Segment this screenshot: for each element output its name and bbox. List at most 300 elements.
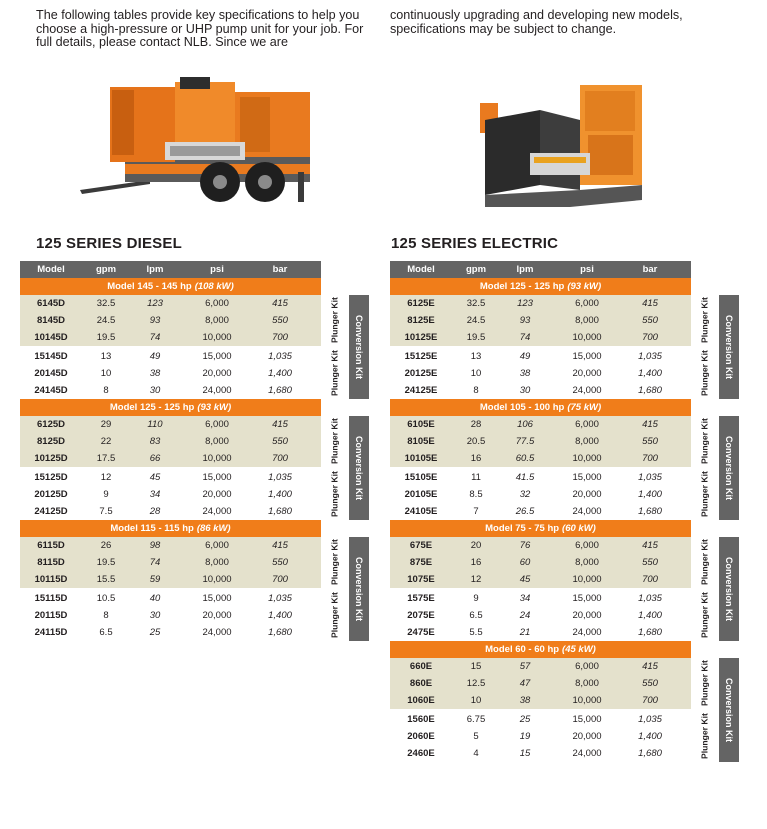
cell-lpm: 30 — [149, 610, 161, 621]
table-row — [390, 745, 691, 762]
table-row — [390, 571, 691, 588]
cell-gpm: 17.5 — [96, 453, 116, 464]
cell-model: 6145D — [37, 298, 65, 309]
table-row — [390, 624, 691, 641]
table-row — [20, 348, 321, 365]
cell-bar: 415 — [642, 298, 658, 309]
cell-bar: 1,035 — [638, 351, 662, 362]
cell-psi: 20,000 — [572, 368, 602, 379]
cell-lpm: 49 — [149, 351, 161, 362]
table-row — [20, 503, 321, 520]
cell-lpm: 41.5 — [515, 472, 535, 483]
cell-psi: 24,000 — [202, 506, 232, 517]
table-row — [20, 571, 321, 588]
cell-model: 660E — [409, 661, 433, 672]
cell-lpm: 19 — [519, 731, 531, 742]
cell-psi: 10,000 — [572, 453, 602, 464]
cell-model: 6115D — [37, 540, 65, 551]
cell-gpm: 9 — [103, 489, 109, 500]
band-label: Model 145 - 145 hp — [107, 281, 192, 292]
cell-gpm: 6.5 — [99, 627, 113, 638]
cell-psi: 15,000 — [202, 472, 232, 483]
col-gpm-header: gpm — [95, 264, 117, 275]
cell-model: 8115D — [37, 557, 65, 568]
model-band — [390, 520, 691, 537]
cell-model: 6125E — [407, 298, 435, 309]
cell-model: 875E — [409, 557, 433, 568]
cell-psi: 24,000 — [572, 385, 602, 396]
cell-bar: 550 — [642, 678, 658, 689]
table-row — [390, 607, 691, 624]
diesel-series-title: 125 SERIES DIESEL — [36, 235, 182, 252]
table-row — [390, 450, 691, 467]
table-row — [390, 295, 691, 312]
cell-model: 15125E — [404, 351, 438, 362]
cell-bar: 415 — [272, 419, 288, 430]
cell-psi: 10,000 — [572, 574, 602, 585]
cell-bar: 700 — [642, 574, 658, 585]
cell-psi: 6,000 — [205, 419, 229, 430]
diesel-pump-unit-image — [70, 72, 330, 210]
cell-psi: 20,000 — [572, 610, 602, 621]
cell-bar: 415 — [642, 419, 658, 430]
cell-gpm: 24.5 — [466, 315, 486, 326]
cell-psi: 24,000 — [572, 506, 602, 517]
table-row — [390, 416, 691, 433]
cell-bar: 1,400 — [638, 731, 662, 742]
cell-lpm: 74 — [149, 557, 161, 568]
cell-psi: 10,000 — [572, 695, 602, 706]
cell-model: 24125E — [404, 385, 438, 396]
cell-bar: 1,400 — [268, 489, 292, 500]
model-group — [390, 520, 744, 641]
cell-bar: 1,400 — [268, 368, 292, 379]
cell-bar: 550 — [272, 436, 288, 447]
cell-psi: 20,000 — [572, 489, 602, 500]
plunger-kit-label: Plunger Kit — [699, 471, 710, 518]
cell-bar: 700 — [642, 332, 658, 343]
cell-lpm: 32 — [519, 489, 531, 500]
cell-psi: 8,000 — [575, 315, 599, 326]
cell-gpm: 20.5 — [466, 436, 486, 447]
cell-model: 24125D — [34, 506, 68, 517]
cell-psi: 24,000 — [202, 385, 232, 396]
band-label: Model 105 - 100 hp — [479, 402, 565, 413]
cell-gpm: 8 — [103, 610, 109, 621]
model-group — [20, 399, 374, 520]
cell-model: 8125D — [37, 436, 65, 447]
cell-lpm: 57 — [519, 661, 531, 672]
model-band — [20, 278, 321, 295]
cell-lpm: 47 — [519, 678, 531, 689]
cell-bar: 1,400 — [638, 368, 662, 379]
cell-lpm: 30 — [149, 385, 161, 396]
cell-gpm: 28 — [470, 419, 482, 430]
cell-gpm: 13 — [470, 351, 482, 362]
band-kw: (108 kW) — [194, 281, 234, 292]
cell-psi: 10,000 — [202, 332, 232, 343]
table-row — [390, 728, 691, 745]
cell-gpm: 19.5 — [466, 332, 486, 343]
cell-bar: 700 — [642, 695, 658, 706]
cell-model: 24105E — [404, 506, 438, 517]
cell-model: 860E — [409, 678, 433, 689]
cell-model: 6105E — [407, 419, 435, 430]
cell-gpm: 7.5 — [99, 506, 113, 517]
cell-model: 10125D — [34, 453, 68, 464]
conversion-kit-label: Conversion Kit — [349, 416, 369, 520]
cell-lpm: 123 — [147, 298, 163, 309]
cell-bar: 1,680 — [638, 385, 662, 396]
plunger-kit-label: Plunger Kit — [329, 539, 340, 586]
table-row — [390, 711, 691, 728]
cell-lpm: 34 — [149, 489, 161, 500]
cell-lpm: 21 — [519, 627, 531, 638]
cell-lpm: 25 — [519, 714, 531, 725]
cell-psi: 6,000 — [205, 298, 229, 309]
cell-model: 10115D — [34, 574, 68, 585]
cell-model: 1060E — [407, 695, 435, 706]
cell-model: 10145D — [34, 332, 68, 343]
model-band — [390, 641, 691, 658]
cell-model: 2060E — [407, 731, 435, 742]
cell-lpm: 74 — [519, 332, 531, 343]
conversion-kit-label: Conversion Kit — [719, 295, 739, 399]
conversion-kit-label: Conversion Kit — [349, 537, 369, 641]
conversion-kit-label: Conversion Kit — [719, 537, 739, 641]
cell-psi: 15,000 — [572, 472, 602, 483]
plunger-kit-label: Plunger Kit — [329, 350, 340, 397]
diesel-table-body — [20, 278, 374, 641]
plunger-kit-label: Plunger Kit — [699, 592, 710, 639]
cell-psi: 10,000 — [572, 332, 602, 343]
table-row — [390, 675, 691, 692]
table-row — [390, 537, 691, 554]
cell-model: 6125D — [37, 419, 65, 430]
cell-model: 24145D — [34, 385, 68, 396]
cell-bar: 550 — [272, 315, 288, 326]
table-row — [20, 295, 321, 312]
cell-model: 2475E — [407, 627, 435, 638]
cell-bar: 1,400 — [638, 489, 662, 500]
table-row — [20, 607, 321, 624]
cell-lpm: 83 — [149, 436, 161, 447]
cell-bar: 700 — [272, 574, 288, 585]
cell-psi: 8,000 — [575, 436, 599, 447]
table-row — [390, 503, 691, 520]
table-row — [20, 329, 321, 346]
cell-lpm: 110 — [147, 419, 163, 430]
cell-lpm: 60 — [519, 557, 531, 568]
cell-bar: 700 — [272, 453, 288, 464]
cell-bar: 550 — [642, 315, 658, 326]
cell-bar: 1,680 — [268, 506, 292, 517]
cell-lpm: 93 — [519, 315, 531, 326]
col-model-header: Model — [37, 264, 65, 275]
conversion-kit-label: Conversion Kit — [349, 295, 369, 399]
cell-psi: 24,000 — [572, 748, 602, 759]
table-row — [20, 624, 321, 641]
cell-lpm: 25 — [149, 627, 161, 638]
cell-model: 10125E — [404, 332, 438, 343]
cell-model: 1560E — [407, 714, 435, 725]
cell-gpm: 16 — [470, 557, 482, 568]
cell-bar: 550 — [642, 436, 658, 447]
cell-psi: 15,000 — [202, 593, 232, 604]
col-lpm-header: lpm — [516, 264, 534, 275]
cell-bar: 1,035 — [268, 351, 292, 362]
cell-model: 1575E — [407, 593, 435, 604]
cell-lpm: 40 — [149, 593, 161, 604]
table-header — [20, 261, 321, 278]
cell-bar: 415 — [642, 661, 658, 672]
intro-text-right: continuously upgrading and developing new models, specifications may be subject to change. — [390, 8, 683, 36]
cell-model: 675E — [409, 540, 433, 551]
cell-model: 15115D — [34, 593, 68, 604]
cell-lpm: 76 — [519, 540, 531, 551]
cell-gpm: 20 — [470, 540, 482, 551]
cell-gpm: 4 — [473, 748, 479, 759]
cell-model: 15105E — [404, 472, 438, 483]
cell-psi: 15,000 — [572, 351, 602, 362]
model-group — [20, 520, 374, 641]
table-row — [20, 365, 321, 382]
cell-lpm: 30 — [519, 385, 531, 396]
cell-model: 1075E — [407, 574, 435, 585]
cell-lpm: 24 — [519, 610, 531, 621]
cell-gpm: 32.5 — [466, 298, 486, 309]
cell-psi: 24,000 — [202, 627, 232, 638]
cell-psi: 8,000 — [205, 315, 229, 326]
electric-series-title: 125 SERIES ELECTRIC — [391, 235, 559, 252]
cell-gpm: 10 — [100, 368, 112, 379]
plunger-kit-label: Plunger Kit — [329, 418, 340, 465]
cell-gpm: 8 — [473, 385, 479, 396]
table-row — [390, 469, 691, 486]
cell-gpm: 5.5 — [469, 627, 483, 638]
cell-model: 10105E — [404, 453, 438, 464]
cell-bar: 550 — [642, 557, 658, 568]
cell-gpm: 9 — [473, 593, 479, 604]
plunger-kit-label: Plunger Kit — [329, 592, 340, 639]
cell-gpm: 19.5 — [96, 557, 116, 568]
cell-psi: 20,000 — [202, 368, 232, 379]
cell-model: 8105E — [407, 436, 435, 447]
table-row — [20, 450, 321, 467]
cell-psi: 6,000 — [575, 419, 599, 430]
cell-lpm: 93 — [149, 315, 161, 326]
cell-psi: 10,000 — [202, 453, 232, 464]
cell-bar: 415 — [272, 298, 288, 309]
diesel-spec-table — [20, 261, 374, 641]
cell-lpm: 77.5 — [515, 436, 535, 447]
electric-table-body — [390, 278, 744, 762]
cell-psi: 6,000 — [575, 540, 599, 551]
table-row — [20, 554, 321, 571]
cell-psi: 24,000 — [572, 627, 602, 638]
plunger-kit-label: Plunger Kit — [699, 418, 710, 465]
table-row — [390, 692, 691, 709]
cell-bar: 415 — [642, 540, 658, 551]
cell-gpm: 10 — [470, 368, 482, 379]
cell-lpm: 38 — [519, 695, 531, 706]
table-row — [390, 365, 691, 382]
cell-bar: 1,035 — [638, 714, 662, 725]
model-band — [20, 520, 321, 537]
table-row — [20, 590, 321, 607]
cell-psi: 6,000 — [575, 298, 599, 309]
band-kw: (60 kW) — [562, 523, 596, 534]
band-label: Model 125 - 125 hp — [479, 281, 565, 292]
cell-gpm: 6.75 — [466, 714, 486, 725]
cell-psi: 8,000 — [205, 436, 229, 447]
cell-bar: 1,400 — [268, 610, 292, 621]
cell-gpm: 10 — [470, 695, 482, 706]
cell-gpm: 12.5 — [466, 678, 486, 689]
table-row — [20, 537, 321, 554]
cell-bar: 1,680 — [638, 748, 662, 759]
cell-psi: 8,000 — [575, 557, 599, 568]
cell-gpm: 26 — [100, 540, 112, 551]
cell-psi: 6,000 — [205, 540, 229, 551]
cell-model: 20125D — [34, 489, 68, 500]
cell-psi: 6,000 — [575, 661, 599, 672]
cell-gpm: 22 — [100, 436, 112, 447]
band-label: Model 125 - 125 hp — [109, 402, 195, 413]
cell-lpm: 60.5 — [515, 453, 535, 464]
conversion-kit-label: Conversion Kit — [719, 416, 739, 520]
cell-gpm: 12 — [100, 472, 112, 483]
cell-psi: 20,000 — [202, 610, 232, 621]
cell-bar: 700 — [272, 332, 288, 343]
electric-spec-table — [390, 261, 744, 762]
model-group — [390, 641, 744, 762]
cell-bar: 1,680 — [268, 627, 292, 638]
cell-model: 20125E — [404, 368, 438, 379]
electric-pump-unit-image — [470, 75, 650, 213]
plunger-kit-label: Plunger Kit — [699, 713, 710, 760]
table-row — [390, 554, 691, 571]
cell-model: 20145D — [34, 368, 68, 379]
cell-lpm: 15 — [519, 748, 531, 759]
cell-model: 2460E — [407, 748, 435, 759]
plunger-kit-label: Plunger Kit — [699, 350, 710, 397]
cell-bar: 1,400 — [638, 610, 662, 621]
table-row — [390, 433, 691, 450]
model-band — [20, 399, 321, 416]
cell-psi: 15,000 — [572, 714, 602, 725]
cell-psi: 20,000 — [202, 489, 232, 500]
cell-gpm: 13 — [100, 351, 112, 362]
cell-gpm: 10.5 — [96, 593, 116, 604]
cell-model: 20105E — [404, 489, 438, 500]
model-band — [390, 399, 691, 416]
band-kw: (93 kW) — [567, 281, 602, 292]
table-row — [390, 329, 691, 346]
plunger-kit-label: Plunger Kit — [699, 660, 710, 707]
band-label: Model 60 - 60 hp — [485, 644, 560, 655]
cell-lpm: 98 — [149, 540, 161, 551]
cell-gpm: 7 — [473, 506, 479, 517]
cell-bar: 700 — [642, 453, 658, 464]
band-kw: (93 kW) — [197, 402, 232, 413]
cell-gpm: 5 — [473, 731, 479, 742]
cell-bar: 415 — [272, 540, 288, 551]
cell-bar: 1,035 — [268, 593, 292, 604]
cell-bar: 1,680 — [638, 627, 662, 638]
plunger-kit-label: Plunger Kit — [329, 297, 340, 344]
cell-model: 15145D — [34, 351, 68, 362]
cell-model: 20115D — [34, 610, 68, 621]
cell-lpm: 74 — [149, 332, 161, 343]
intro-text-left: The following tables provide key specifications to help you choose a high-pressure or UHP pump unit for your job. For full details, please contact NLB. Since we are — [36, 8, 364, 50]
cell-lpm: 34 — [519, 593, 531, 604]
band-label: Model 75 - 75 hp — [485, 523, 560, 534]
cell-gpm: 11 — [471, 472, 481, 483]
cell-gpm: 29 — [100, 419, 112, 430]
table-row — [390, 486, 691, 503]
cell-lpm: 26.5 — [515, 506, 535, 517]
cell-lpm: 123 — [517, 298, 533, 309]
cell-gpm: 6.5 — [469, 610, 483, 621]
col-bar-header: bar — [642, 264, 658, 275]
cell-lpm: 38 — [519, 368, 531, 379]
cell-bar: 1,035 — [638, 593, 662, 604]
cell-lpm: 28 — [149, 506, 161, 517]
col-psi-header: psi — [580, 264, 594, 275]
cell-gpm: 8.5 — [469, 489, 483, 500]
cell-psi: 15,000 — [202, 351, 232, 362]
col-psi-header: psi — [210, 264, 224, 275]
table-row — [390, 658, 691, 675]
cell-psi: 8,000 — [205, 557, 229, 568]
cell-lpm: 38 — [149, 368, 161, 379]
table-row — [20, 312, 321, 329]
cell-lpm: 106 — [517, 419, 533, 430]
cell-bar: 1,680 — [638, 506, 662, 517]
plunger-kit-label: Plunger Kit — [699, 297, 710, 344]
col-model-header: Model — [407, 264, 435, 275]
cell-gpm: 15.5 — [96, 574, 116, 585]
cell-model: 24115D — [34, 627, 68, 638]
cell-model: 2075E — [407, 610, 435, 621]
model-group — [390, 278, 744, 399]
cell-gpm: 19.5 — [96, 332, 116, 343]
cell-bar: 1,035 — [638, 472, 662, 483]
cell-psi: 8,000 — [575, 678, 599, 689]
table-row — [390, 590, 691, 607]
col-bar-header: bar — [272, 264, 288, 275]
cell-gpm: 16 — [470, 453, 482, 464]
cell-psi: 20,000 — [572, 731, 602, 742]
cell-lpm: 66 — [149, 453, 161, 464]
cell-bar: 1,035 — [268, 472, 292, 483]
col-gpm-header: gpm — [465, 264, 487, 275]
table-row — [20, 433, 321, 450]
band-label: Model 115 - 115 hp — [110, 523, 194, 534]
plunger-kit-label: Plunger Kit — [329, 471, 340, 518]
table-row — [20, 486, 321, 503]
cell-lpm: 45 — [149, 472, 161, 483]
cell-bar: 1,680 — [268, 385, 292, 396]
cell-gpm: 32.5 — [96, 298, 116, 309]
table-row — [390, 348, 691, 365]
table-row — [20, 416, 321, 433]
cell-lpm: 59 — [149, 574, 161, 585]
cell-lpm: 49 — [519, 351, 531, 362]
cell-lpm: 45 — [519, 574, 531, 585]
table-row — [20, 469, 321, 486]
